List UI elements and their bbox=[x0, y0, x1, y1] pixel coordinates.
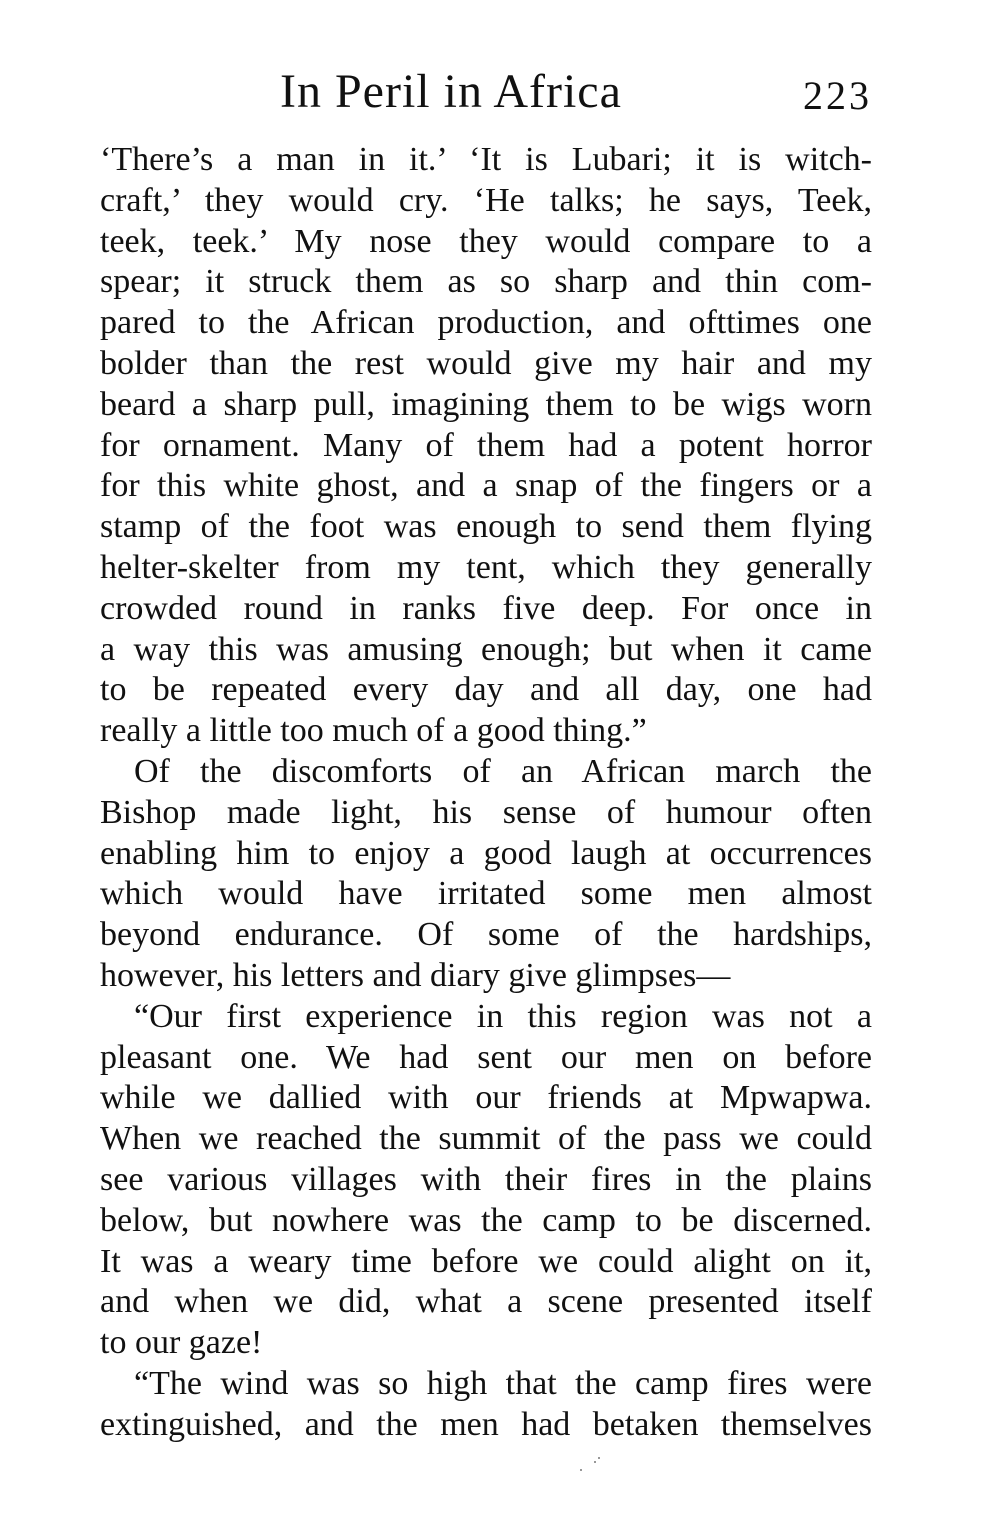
speck bbox=[598, 1457, 600, 1459]
print-specks bbox=[578, 1455, 608, 1475]
text-line: craft,’ they would cry. ‘He talks; he says, Teek, bbox=[100, 181, 872, 219]
speck bbox=[580, 1469, 582, 1471]
text-line: Of the discomforts of an African march the bbox=[134, 752, 872, 790]
text-line: for ornament. Many of them had a potent horror bbox=[100, 426, 872, 464]
text-line: “The wind was so high that the camp fires were bbox=[134, 1364, 872, 1402]
running-title: In Peril in Africa bbox=[280, 65, 622, 118]
text-line: It was a weary time before we could alight on it, bbox=[100, 1242, 872, 1280]
running-head bbox=[100, 62, 872, 122]
text-line: beyond endurance. Of some of the hardships, bbox=[100, 916, 872, 954]
text-line: “Our first experience in this region was not a bbox=[134, 997, 872, 1035]
text-line: pared to the African production, and ofttimes one bbox=[100, 304, 872, 342]
speck bbox=[594, 1461, 596, 1463]
text-line: bolder than the rest would give my hair and my bbox=[100, 344, 872, 382]
text-line: Bishop made light, his sense of humour often bbox=[100, 793, 872, 831]
text-line: crowded round in ranks five deep. For once in bbox=[100, 589, 872, 627]
text-line: and when we did, what a scene presented itself bbox=[100, 1283, 872, 1321]
text-line: really a little too much of a good thing.” bbox=[100, 712, 647, 750]
text-line: below, but nowhere was the camp to be discerned. bbox=[100, 1201, 872, 1239]
text-line: When we reached the summit of the pass we could bbox=[100, 1120, 872, 1158]
text-line: pleasant one. We had sent our men on before bbox=[100, 1038, 872, 1076]
text-line: however, his letters and diary give glimpses— bbox=[100, 956, 731, 994]
text-line: helter-skelter from my tent, which they generally bbox=[100, 548, 872, 586]
body-text bbox=[100, 140, 872, 1446]
text-line: teek, teek.’ My nose they would compare to a bbox=[100, 222, 872, 260]
text-line: for this white ghost, and a snap of the fingers or a bbox=[100, 467, 872, 505]
text-line: a way this was amusing enough; but when it came bbox=[100, 630, 872, 668]
text-line: which would have irritated some men almost bbox=[100, 875, 872, 913]
page-number: 223 bbox=[803, 73, 872, 118]
text-line: to our gaze! bbox=[100, 1324, 263, 1362]
text-line: spear; it struck them as so sharp and thin com- bbox=[100, 263, 872, 301]
text-line: beard a sharp pull, imagining them to be wigs worn bbox=[100, 385, 872, 423]
text-line: to be repeated every day and all day, one had bbox=[100, 671, 872, 709]
text-line: enabling him to enjoy a good laugh at occurrences bbox=[100, 834, 872, 872]
text-line: ‘There’s a man in it.’ ‘It is Lubari; it is witch- bbox=[100, 141, 872, 178]
text-line: while we dallied with our friends at Mpwapwa. bbox=[100, 1079, 872, 1117]
text-line: extinguished, and the men had betaken themselves bbox=[100, 1405, 872, 1443]
text-line: stamp of the foot was enough to send them flying bbox=[100, 508, 872, 546]
text-line: see various villages with their fires in the plains bbox=[100, 1160, 872, 1198]
